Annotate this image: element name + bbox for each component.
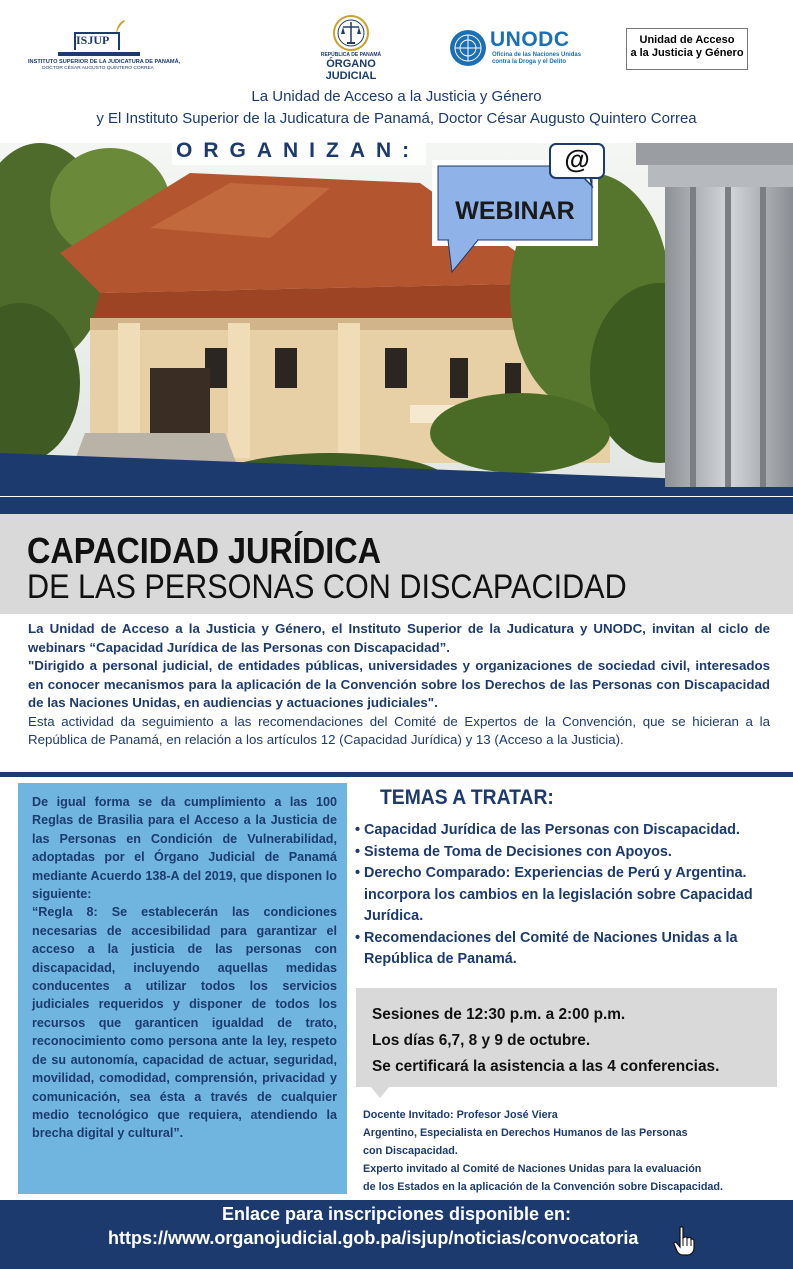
unodc-subtitle-2: contra la Droga y el Delito [492,59,567,65]
list-item [355,842,775,864]
registration-link[interactable]: https://www.organojudicial.gob.pa/isjup/noticias/convocatoria [108,1228,639,1248]
sesiones-line-2: Los días 6,7, 8 y 9 de octubre. [372,1032,591,1049]
pointer-hand-icon [672,1226,696,1256]
bullet-icon: • [355,865,361,881]
tema-text: Capacidad Jurídica de las Personas con Discapacidad. [364,822,740,838]
reglas-brasilia-box [18,783,347,1194]
list-item [355,820,775,842]
unodc-name: UNODC [490,28,570,51]
isjup-subtitle-2: DOCTOR CÉSAR AUGUSTO QUINTERO CORREA [42,66,154,71]
oj-name-1: ÓRGANO [326,58,376,70]
docente-line-1: Docente Invitado: Profesor José Viera [363,1109,558,1121]
sesiones-pointer [370,1086,390,1098]
sesiones-line-1: Sesiones de 12:30 p.m. a 2:00 p.m. [372,1006,626,1023]
page-title: CAPACIDAD JURÍDICA [27,530,382,571]
un-emblem-icon [448,28,488,68]
organo-judicial-logo [318,14,384,84]
intro-paragraph-1: La Unidad de Acceso a la Justicia y Género, el Instituto Superior de la Judicatura y UNODC, invitan al ciclo de webinars “Capacidad Jurídica de las Personas con Discapacidad”. [28,621,770,655]
intro-text [28,620,770,750]
reglas-paragraph-2: “Regla 8: Se establecerán las condiciones necesarias de accesibilidad para garantizar el acceso a la justicia de las personas con discapacidad, incluyendo aquellas medidas conducentes a utilizar todos los servicios judiciales requeridos y disponer de todos los recursos que garanticen igualdad de trato, reconocimiento como persona ante la ley, respeto de su autonomía, capacidad de actuar, seguridad, movilidad, comodidad, comprensión, privacidad y comunicación, sea ésta a través de cualquier medio tecnológico que requiera, atendiendo la brecha digital y cultural”. [32,905,337,1141]
tema-text: Recomendaciones del Comité de Naciones Unidas a la República de Panamá. [364,929,738,967]
building-photo [0,143,793,496]
temas-title: TEMAS A TRATAR: [380,786,554,809]
list-item [355,928,775,971]
bullet-icon: • [355,929,361,946]
docente-line-2: Argentino, Especialista en Derechos Humanos de las Personas [363,1127,688,1139]
docente-line-5: de los Estados en la aplicación de la Convención sobre Discapacidad. [363,1181,724,1193]
footer-label: Enlace para inscripciones disponible en: [221,1204,572,1224]
page-subtitle: DE LAS PERSONAS CON DISCAPACIDAD [27,568,627,606]
docente-line-3: con Discapacidad. [363,1145,458,1157]
tema-text: Derecho Comparado: Experiencias de Perú y Argentina. incorpora los cambios en la legislación sobre Capacidad Jurídica. [364,865,753,924]
at-symbol: @ [564,144,590,174]
scales-seal-icon [332,14,370,52]
isjup-logo [28,18,181,80]
temas-list [355,820,775,971]
isjup-subtitle-1: INSTITUTO SUPERIOR DE LA JUDICATURA DE PANAMÁ, [28,59,181,65]
unidad-acceso-logo [626,28,748,70]
hero-photo [0,143,793,496]
tema-text: Sistema de Toma de Decisiones con Apoyos. [364,843,672,860]
docente-info [363,1106,783,1196]
sesiones-box [356,988,777,1087]
section-divider [0,772,793,777]
bullet-icon: • [355,822,361,838]
organizers-line-1: La Unidad de Acceso a la Justicia y Género [251,88,542,105]
oj-name-2: JUDICIAL [325,70,377,82]
unodc-logo [448,28,598,72]
oj-country: REPÚBLICA DE PANAMÁ [320,52,382,58]
unidad-line-1: Unidad de Acceso [639,34,735,46]
unodc-subtitle-1: Oficina de las Naciones Unidas [492,52,582,58]
organizers-line-2: y El Instituto Superior de la Judicatura de Panamá, Doctor César Augusto Quintero Correa [96,110,697,127]
intro-paragraph-2: "Dirigido a personal judicial, de entidades públicas, universidades y organizaciones de sociedad civil, interesados en conocer mecanismos para la aplicación de la Convención sobre los Derechos de las Personas con Discapacidad de las Naciones Unidas, en audiencias y actuaciones judiciales". [28,658,770,710]
unidad-line-2: a la Justicia y Género [630,47,744,59]
organizan-label: ORGANIZAN: [172,137,426,165]
webinar-label: WEBINAR [455,197,575,225]
docente-line-4: Experto invitado al Comité de Naciones Unidas para la evaluación [363,1163,702,1175]
list-item [355,863,775,928]
title-band [0,497,793,514]
bullet-icon: • [355,843,361,860]
reglas-paragraph-1: De igual forma se da cumplimiento a las 100 Reglas de Brasilia para el Acceso a la Justicia de las Personas en Condición de Vulnerabilidad, adoptadas por el Órgano Judicial de Panamá mediante Acuerdo 138-A del 2019, que disponen lo siguiente: [32,795,337,902]
sesiones-line-3: Se certificará la asistencia a las 4 conferencias. [372,1058,720,1075]
intro-paragraph-3: Esta actividad da seguimiento a las recomendaciones del Comité de Expertos de la Convención, que se hicieran a la República de Panamá, en relación a los artículos 12 (Capacidad Jurídica) y 13 (Acceso a la Justicia). [28,713,770,747]
logos-header [0,0,793,88]
isjup-name: ISJUP [76,33,110,47]
